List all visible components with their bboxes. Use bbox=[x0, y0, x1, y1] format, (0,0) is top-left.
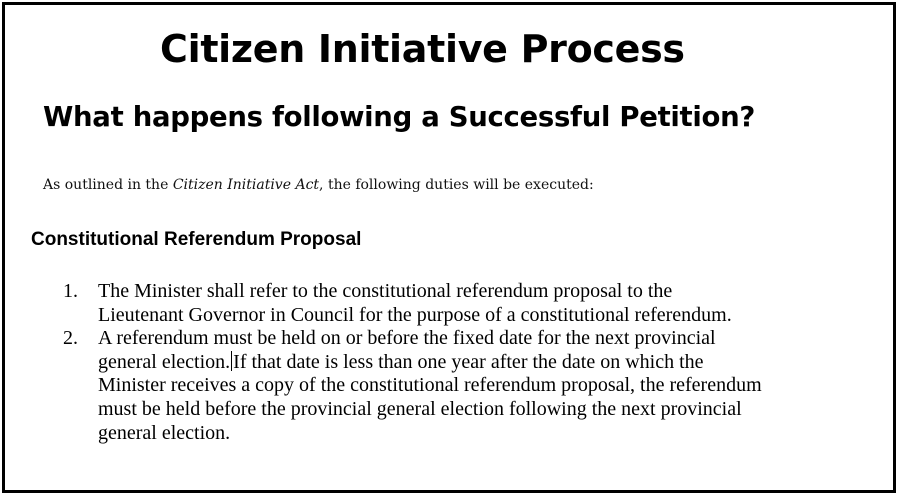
list-item-line: Lieutenant Governor in Council for the purpose of a constitutional referendum. bbox=[98, 303, 732, 326]
list-item bbox=[63, 327, 893, 445]
act-name: Citizen Initiative Act bbox=[172, 177, 320, 193]
page-subtitle: What happens following a Successful Petition? bbox=[43, 101, 756, 133]
list-item-line: A referendum must be held on or before the fixed date for the next provincial bbox=[98, 327, 716, 350]
list-item-line: general election. bbox=[98, 421, 231, 444]
list-item-number: 1. bbox=[63, 280, 78, 302]
intro-text-before: As outlined in the bbox=[43, 177, 173, 193]
document-frame bbox=[2, 2, 896, 493]
list-item-line: Minister receives a copy of the constitutional referendum proposal, the referendum bbox=[98, 374, 762, 397]
duties-list bbox=[63, 280, 893, 445]
list-item-line: The Minister shall refer to the constitutional referendum proposal to the bbox=[98, 280, 673, 302]
text-cursor bbox=[231, 351, 232, 371]
list-item-text: If that date is less than one year after the date on which the bbox=[233, 350, 704, 373]
list-item-line-with-cursor bbox=[98, 351, 893, 375]
list-item-text: general election. bbox=[98, 350, 231, 373]
page-title: Citizen Initiative Process bbox=[160, 27, 685, 71]
section-heading: Constitutional Referendum Proposal bbox=[31, 229, 362, 250]
intro-text-after: , the following duties will be executed: bbox=[319, 177, 594, 193]
list-item bbox=[63, 280, 893, 327]
list-item-number: 2. bbox=[63, 327, 78, 350]
intro-paragraph bbox=[43, 177, 594, 193]
list-item-line: must be held before the provincial general election following the next provincial bbox=[98, 397, 742, 420]
